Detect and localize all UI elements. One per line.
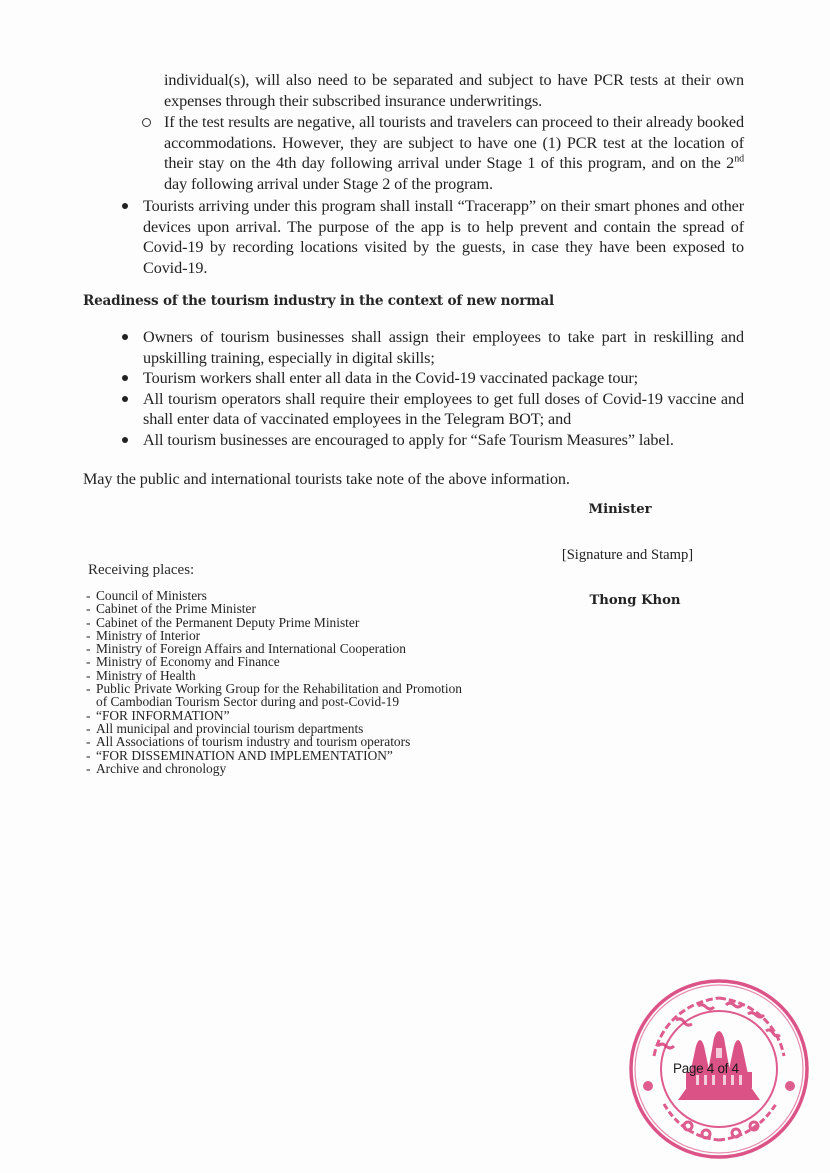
list-item-text: Tourists arriving under this program shall install “Tracerapp” on their smart phones and other devices upon arrival. The purpose of the app is to help prevent and contain the spread of Covid-19 by recording locations visited by the guests, in case they have been exposed to Covid-19. — [143, 197, 744, 277]
continuation-paragraph: individual(s), will also need to be separated and subject to have PCR tests at their own expenses through their subscribed insurance underwritings. — [164, 71, 744, 110]
list-item — [143, 327, 744, 368]
section-heading: Readiness of the tourism industry in the context of new normal — [83, 293, 554, 309]
dash-bullet: - — [86, 614, 91, 630]
list-item — [86, 749, 462, 762]
list-item — [86, 655, 462, 668]
readiness-bullet-list — [143, 327, 744, 451]
sub-item-text-a: If the test results are negative, all tourists and travelers can proceed to their already booked accommodations. However, they are subject to have one (1) PCR test at the location of their stay on the 4th day following arrival under Stage 1 of this program, and on the 2 — [164, 113, 744, 173]
list-item-text: Ministry of Foreign Affairs and International Cooperation — [96, 641, 406, 657]
list-item — [86, 722, 462, 735]
page-number: Page 4 of 4 — [673, 1061, 739, 1076]
list-item-text: Tourism workers shall enter all data in the Covid-19 vaccinated package tour; — [143, 369, 639, 388]
list-item-text: Council of Ministers — [96, 588, 207, 603]
dash-bullet: - — [86, 720, 91, 736]
dash-bullet: - — [86, 747, 91, 763]
list-item-text: “FOR INFORMATION” — [96, 707, 230, 723]
list-item-text: All Associations of tourism industry and tourism operators — [96, 734, 411, 750]
dash-bullet: - — [86, 681, 91, 697]
dash-bullet: - — [86, 601, 91, 617]
list-item-text: Public Private Working Group for the Rehabilitation and Promotion of Cambodian Tourism Sector during and post-Covid-19 — [96, 681, 462, 710]
signatory-title: Minister — [588, 502, 652, 517]
list-item — [86, 762, 462, 775]
dash-bullet: - — [86, 734, 91, 750]
list-item — [143, 430, 744, 451]
receiving-places-label: Receiving places: — [88, 562, 195, 578]
dash-bullet: - — [86, 707, 91, 723]
dash-bullet: - — [86, 654, 91, 670]
list-item — [86, 616, 462, 629]
list-item — [86, 735, 462, 748]
arrival-bullet-list — [143, 196, 744, 278]
list-item — [143, 196, 744, 278]
list-item — [86, 642, 462, 655]
list-item — [86, 682, 462, 709]
sub-item-negative-results — [164, 112, 744, 194]
list-item — [86, 589, 462, 602]
sub-item-text-b: day following arrival under Stage 2 of the program. — [164, 174, 493, 193]
signatory-name: Thong Khon — [589, 593, 681, 608]
bullet-icon — [122, 334, 128, 340]
signature-note: [Signature and Stamp] — [561, 547, 694, 563]
dash-bullet: - — [86, 760, 91, 776]
bullet-icon — [122, 396, 128, 402]
bullet-icon — [122, 375, 128, 381]
list-item-text: Ministry of Health — [96, 667, 196, 683]
list-item — [86, 629, 462, 642]
hollow-circle-bullet-icon — [142, 118, 151, 127]
receiving-places-list — [86, 589, 462, 775]
list-item-text: Owners of tourism businesses shall assign their employees to take part in reskilling and upskilling training, especially in digital skills; — [143, 328, 744, 367]
list-item-text: Ministry of Interior — [96, 627, 201, 643]
ordinal-suffix: nd — [734, 153, 744, 165]
list-item-text: Ministry of Economy and Finance — [96, 654, 280, 670]
list-item — [86, 602, 462, 615]
dash-bullet: - — [86, 667, 91, 683]
list-item-text: All tourism businesses are encouraged to apply for “Safe Tourism Measures” label. — [143, 430, 674, 449]
bullet-icon — [122, 437, 128, 443]
list-item-text: All tourism operators shall require their employees to get full doses of Covid-19 vaccine and shall enter data of vaccinated employees in the Telegram BOT; and — [143, 389, 744, 429]
list-item-text: “FOR DISSEMINATION AND IMPLEMENTATION” — [96, 747, 393, 763]
list-item — [86, 709, 462, 722]
dash-bullet: - — [86, 627, 91, 643]
list-item-text: Cabinet of the Permanent Deputy Prime Minister — [96, 614, 360, 630]
list-item-text: Archive and chronology — [96, 760, 227, 776]
list-item — [86, 669, 462, 682]
dash-bullet: - — [86, 641, 91, 657]
list-item-text: Cabinet of the Prime Minister — [96, 601, 256, 617]
list-item — [143, 368, 744, 389]
list-item — [143, 389, 744, 430]
dash-bullet: - — [86, 588, 91, 603]
bullet-icon — [122, 203, 128, 209]
list-item-text: All municipal and provincial tourism departments — [96, 720, 364, 736]
closing-statement: May the public and international tourists take note of the above information. — [83, 470, 570, 488]
